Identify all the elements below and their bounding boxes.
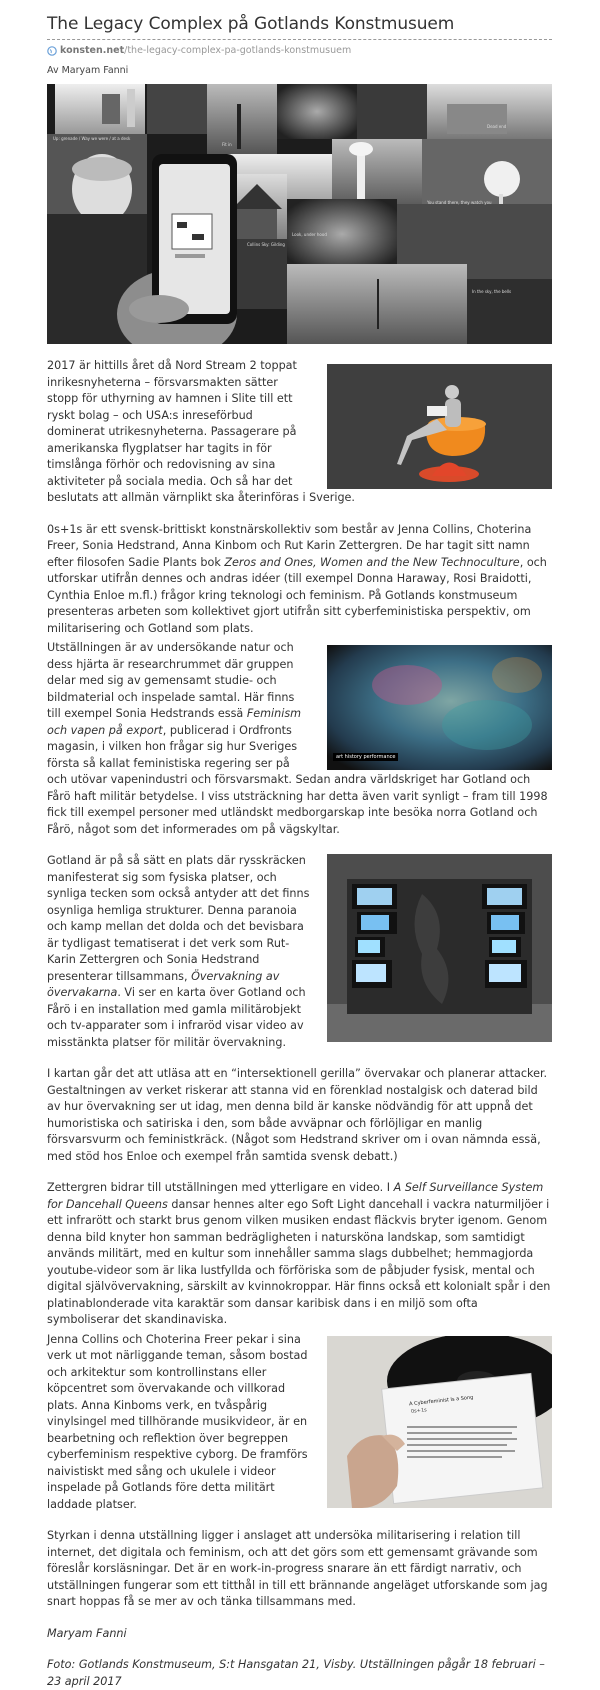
- author-signature: Maryam Fanni: [47, 1626, 127, 1640]
- paragraph: Jenna Collins och Choterina Freer pekar i sina verk ut mot närliggande teman, såsom bostad och arkitektur som kontrollinstans eller köpcentret som övervakande och villkorad plats. Anna Kinboms verk, en tvåspårig vinylsingel med tillhörande musikvideor, är en bearbetning och reflektion över begreppen cyberfeminism respektive cyborg. De framförs naivistiskt med sång och ukulele i videor inspelade på Gotlands före detta militärt laddade platser.: [47, 1332, 308, 1511]
- photo-credit: Foto: Gotlands Konstmuseum, S:t Hansgatan 21, Visby. Utställningen pågår 18 februari – 23 april 2017: [47, 1658, 545, 1688]
- text-run: , och utforskar utifrån dennes och andras idéer (till exempel Donna Haraway, Rosi Braidotti, Cynthia Enloe m.fl.) frågor kring teknologi och feminism. På Gotlands konstmuseum presenteras arbeten som kollektivet gjort utifrån sitt cyberfeministiska perspektiv, om militarisering och Gotland som plats.: [47, 555, 547, 635]
- hero-collage-image: [47, 84, 552, 344]
- hero-caption: Dead end: [487, 124, 507, 129]
- paragraph: I kartan går det att utläsa att en “intersektionell gerilla” övervakar och planerar attacker. Gestaltningen av verket riskerar att stanna vid en förenklad nostalgisk och daterad bild av hur övervakning ser ut idag, men denna bild är kanske nödvändig för att uppnå det humoristiska och satiriska i den, som både avväpnar och förlöjligar en manlig försvarsvurm och feministkräck. (Något som Hedstrand skriver om i ovan nämnda essä, med stöd hos Enloe och exempel från samtida svensk debatt.): [47, 1067, 548, 1163]
- hero-caption: Look, under hood: [292, 232, 327, 237]
- installation-photo: [327, 854, 552, 1042]
- section-7: [47, 1332, 552, 1514]
- section-4: [47, 853, 552, 1051]
- vinyl-record-photo: [327, 1336, 552, 1508]
- paragraph: [47, 1180, 552, 1329]
- video-still-photo: [327, 645, 552, 770]
- section-1: [47, 358, 552, 507]
- text-run: , publicerad i Ordfronts magasin, i vilken hon frågar sig hur Sveriges första så kallat feministiska regering ser på och utövar vapenindustri och försvarsmakt. Sedan andra världskriget har Gotland och Fårö haft militär betydelse. I viss utsträckning har detta även varit synligt – fram till 1998 fick till exempel personer med utländskt medborgarskap inte besöka norra Gotland och Fårö, något som det informerades om på vägskyltar.: [47, 723, 548, 836]
- source-link[interactable]: [47, 45, 552, 56]
- hero-caption: Up: grenade / Way we were / at a desk: [53, 136, 131, 141]
- text-run: Utställningen är av undersökande natur och dess hjärta är researchrummet där gruppen delar med sig av gemensamt studie- och bildmaterial och inspelade samtal. Här finns till exempel Sonia Hedstrands essä: [47, 641, 295, 720]
- article-title: The Legacy Complex på Gotlands Konstmusuem: [47, 14, 455, 34]
- globe-icon: [47, 46, 57, 56]
- video-title: A Self Surveillance System for Dancehall Queens: [47, 1181, 544, 1211]
- byline: Av Maryam Fanni: [47, 65, 129, 76]
- section-3: [47, 640, 552, 838]
- text-run: . Vi ser en karta över Gotland och Fårö i en installation med gamla militärobjekt och tv-apparater som i infraröd visar video av misstänkta platser för militär övervakning.: [47, 986, 306, 1049]
- book-title: Zeros and Ones, Women and the New Technoculture: [224, 555, 520, 569]
- hero-caption: Fit in: [222, 142, 232, 147]
- paragraph: Styrkan i denna utställning ligger i anslaget att undersöka militarisering i relation till internet, det digitala och feminism, och att det görs som ett gemensamt grävande som föreslår korsläsningar. Det är en work-in-progress snarare än ett färdigt narrativ, och utställningen fungerar som ett titthål in till ett brännande angeläget utforskande som jag snart hoppas få se mer av och tänka tillsammans med.: [47, 1529, 548, 1608]
- text-run: dansar hennes alter ego Soft Light dancehall i vackra naturmiljöer i ett infrarött och starkt brus genom vilken musiken endast fläckvis bryter igenom. Genom denna bild knyter hon samman bedrägligheten i natursköna landskap, som samtidigt används militärt, med en kultur som innehåller samma slags dubbelhet; hemmagjorda youtube-videor som är lika lustfyllda och förföriska som de påbjuder fysisk, mental och digital självövervakning, särskilt av kvinnokroppar. Här finns också ett kolonialt spår i den platinablonderade vita karaktär som dansar karibisk dans i en miljö som ofta symboliserar det skandinaviska.: [47, 1197, 551, 1326]
- hero-caption: In the sky, the bells: [472, 289, 512, 294]
- record-sleeve-subtitle: 0s+1s: [410, 1406, 428, 1415]
- source-path: /the-legacy-complex-pa-gotlands-konstmusuem: [124, 45, 352, 56]
- essay-title: Feminism och vapen på export: [47, 707, 302, 737]
- paragraph: [47, 522, 552, 638]
- text-run: Gotland är på så sätt en plats där rysskräcken manifesterat sig som fysiska platser, och synliga tecken som också antyder att det finns osynliga hemliga strukturer. Denna paranoia och kamp mellan det dolda och det bevisbara är tydligast tematiserat i det verk som Rut-Karin Zettergren och Sonia Hedstrand presenterar tillsammans,: [47, 854, 310, 983]
- text-run: Zettergren bidrar till utställningen med ytterligare en video. I: [47, 1181, 394, 1194]
- text-run: 0s+1s är ett svensk-brittiskt konstnärskollektiv som består av Jenna Collins, Choterina Freer, Sonia Hedstrand, Anna Kinbom och Rut Karin Zettergren. De har tagit sitt namn efter filosofen Sadie Plants bok: [47, 522, 532, 569]
- sculpture-photo: [327, 364, 552, 489]
- paragraph: 2017 är hittills året då Nord Stream 2 toppat inrikesnyheterna – försvarsmakten sätter stopp för uthyrning av hamnen i Slite till ett ryskt bolag – och USA:s inreseförbud dominerat utrikesnyheterna. Passagerare på amerikanska flygplatser har tagits in för timslånga förhör och redovisning av sina aktiviteter på sociala media. Och så har det beslutats att allmän värnplikt ska återinföras i Sverige.: [47, 359, 355, 504]
- hero-caption: Collins Sky: Gilding: [247, 242, 285, 247]
- record-sleeve-title: A Cyberfeminist Is a Song: [408, 1394, 474, 1407]
- artwork-title: Övervakning av övervakarna: [47, 969, 280, 999]
- article: [47, 0, 552, 1690]
- source-domain: konsten.net: [60, 45, 125, 56]
- video-caption: art history performance: [333, 753, 398, 761]
- hero-caption: You stand there, they watch you: [427, 200, 492, 205]
- title-divider: [47, 39, 552, 40]
